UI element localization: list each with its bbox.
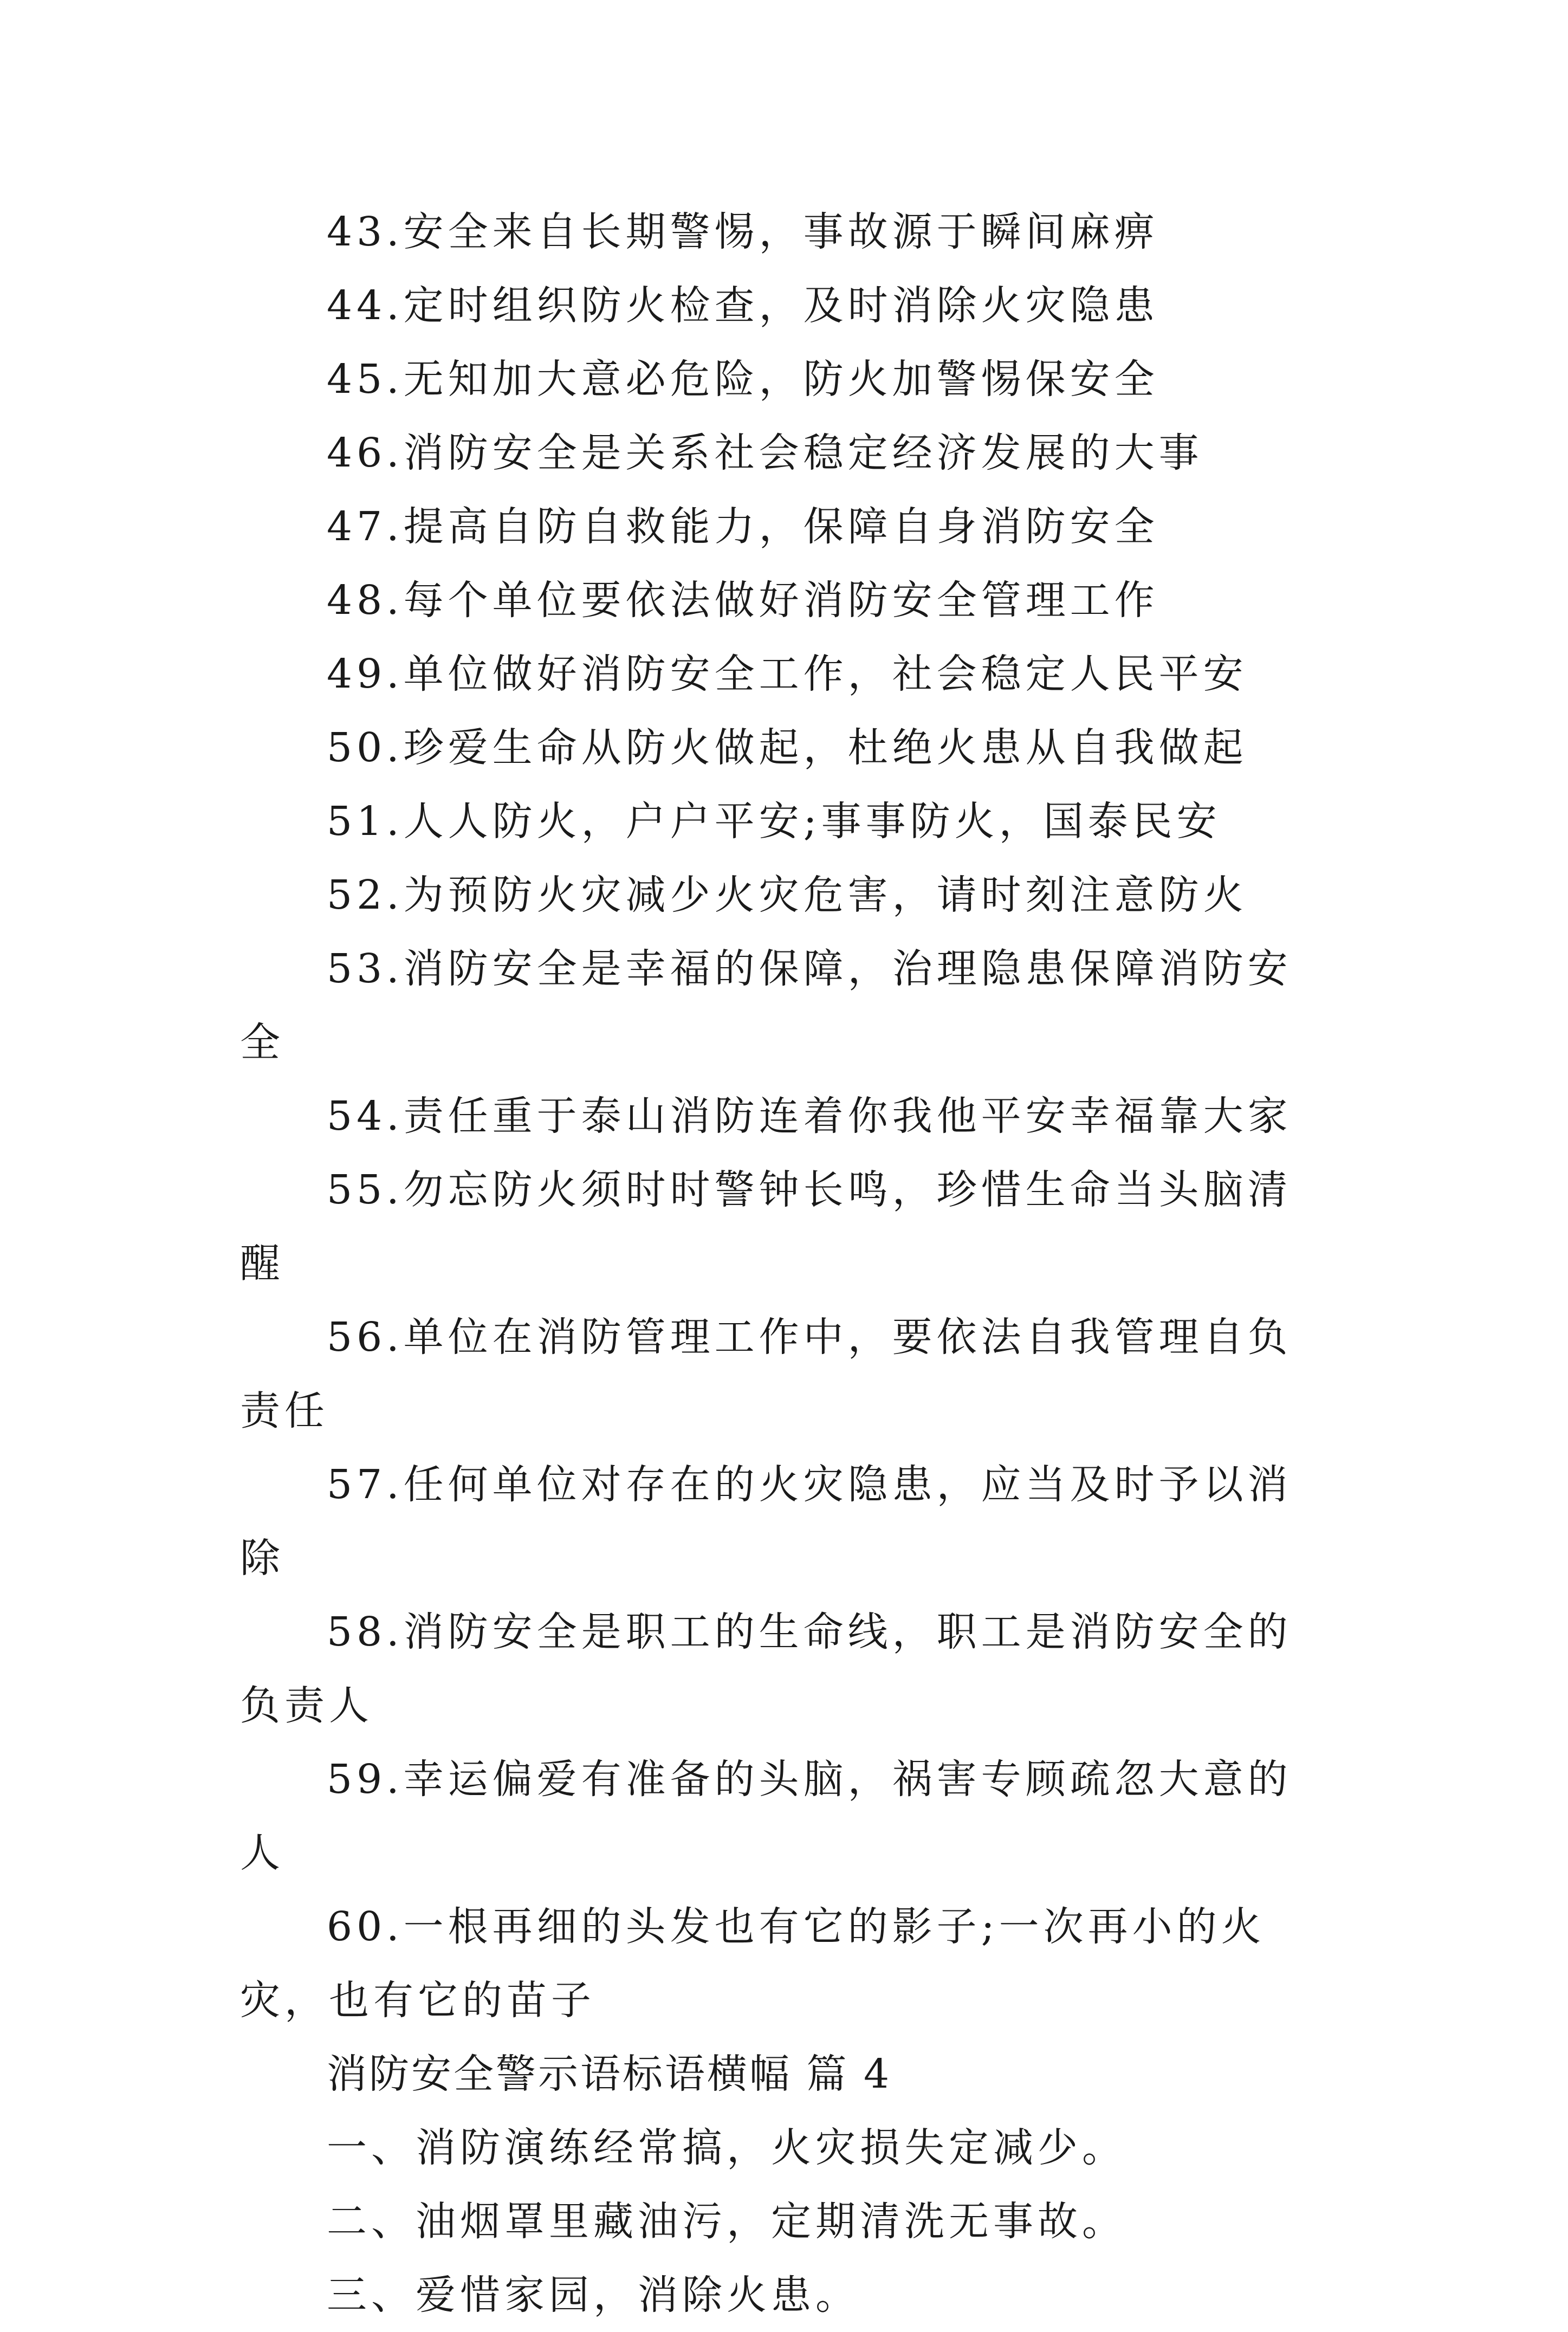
slogan-49: 49.单位做好消防安全工作，社会稳定人民平安	[327, 651, 1248, 697]
slogan-59: 59.幸运偏爱有准备的头脑，祸害专顾疏忽大意的人	[240, 1756, 1292, 1876]
slogan-52: 52.为预防火灾减少火灾危害，请时刻注意防火	[327, 872, 1248, 918]
section-heading: 消防安全警示语标语横幅 篇 4	[327, 2051, 892, 2097]
slogan-60: 60.一根再细的头发也有它的影子;一次再小的火灾，也有它的苗子	[240, 1903, 1266, 2024]
slogan-57: 57.任何单位对存在的火灾隐患，应当及时予以消除	[240, 1461, 1292, 1582]
slogan-43: 43.安全来自长期警惕，事故源于瞬间麻痹	[327, 209, 1159, 255]
slogan-48: 48.每个单位要依法做好消防安全管理工作	[327, 577, 1159, 624]
slogan-56: 56.单位在消防管理工作中，要依法自我管理自负责任	[240, 1314, 1292, 1434]
slogan-46: 46.消防安全是关系社会稳定经济发展的大事	[327, 430, 1203, 476]
slogan-53: 53.消防安全是幸福的保障，治理隐患保障消防安全	[240, 945, 1292, 1066]
slogan-50: 50.珍爱生命从防火做起，杜绝火患从自我做起	[327, 724, 1248, 771]
document-body	[240, 195, 1334, 2332]
slogan-44: 44.定时组织防火检查，及时消除火灾隐患	[327, 282, 1159, 329]
slogan-47: 47.提高自防自救能力，保障自身消防安全	[327, 503, 1159, 550]
section-item-2: 二、油烟罩里藏油污，定期清洗无事故。	[327, 2198, 1126, 2245]
slogan-51: 51.人人防火，户户平安;事事防火，国泰民安	[327, 798, 1221, 845]
slogan-55: 55.勿忘防火须时时警钟长鸣，珍惜生命当头脑清醒	[240, 1167, 1292, 1287]
slogan-45: 45.无知加大意必危险，防火加警惕保安全	[327, 356, 1159, 403]
section-item-1: 一、消防演练经常搞，火灾损失定减少。	[327, 2124, 1126, 2171]
slogan-58: 58.消防安全是职工的生命线，职工是消防安全的负责人	[240, 1609, 1292, 1729]
slogan-54: 54.责任重于泰山消防连着你我他平安幸福靠大家	[327, 1093, 1292, 1139]
section-item-3: 三、爱惜家园，消除火患。	[327, 2272, 860, 2318]
